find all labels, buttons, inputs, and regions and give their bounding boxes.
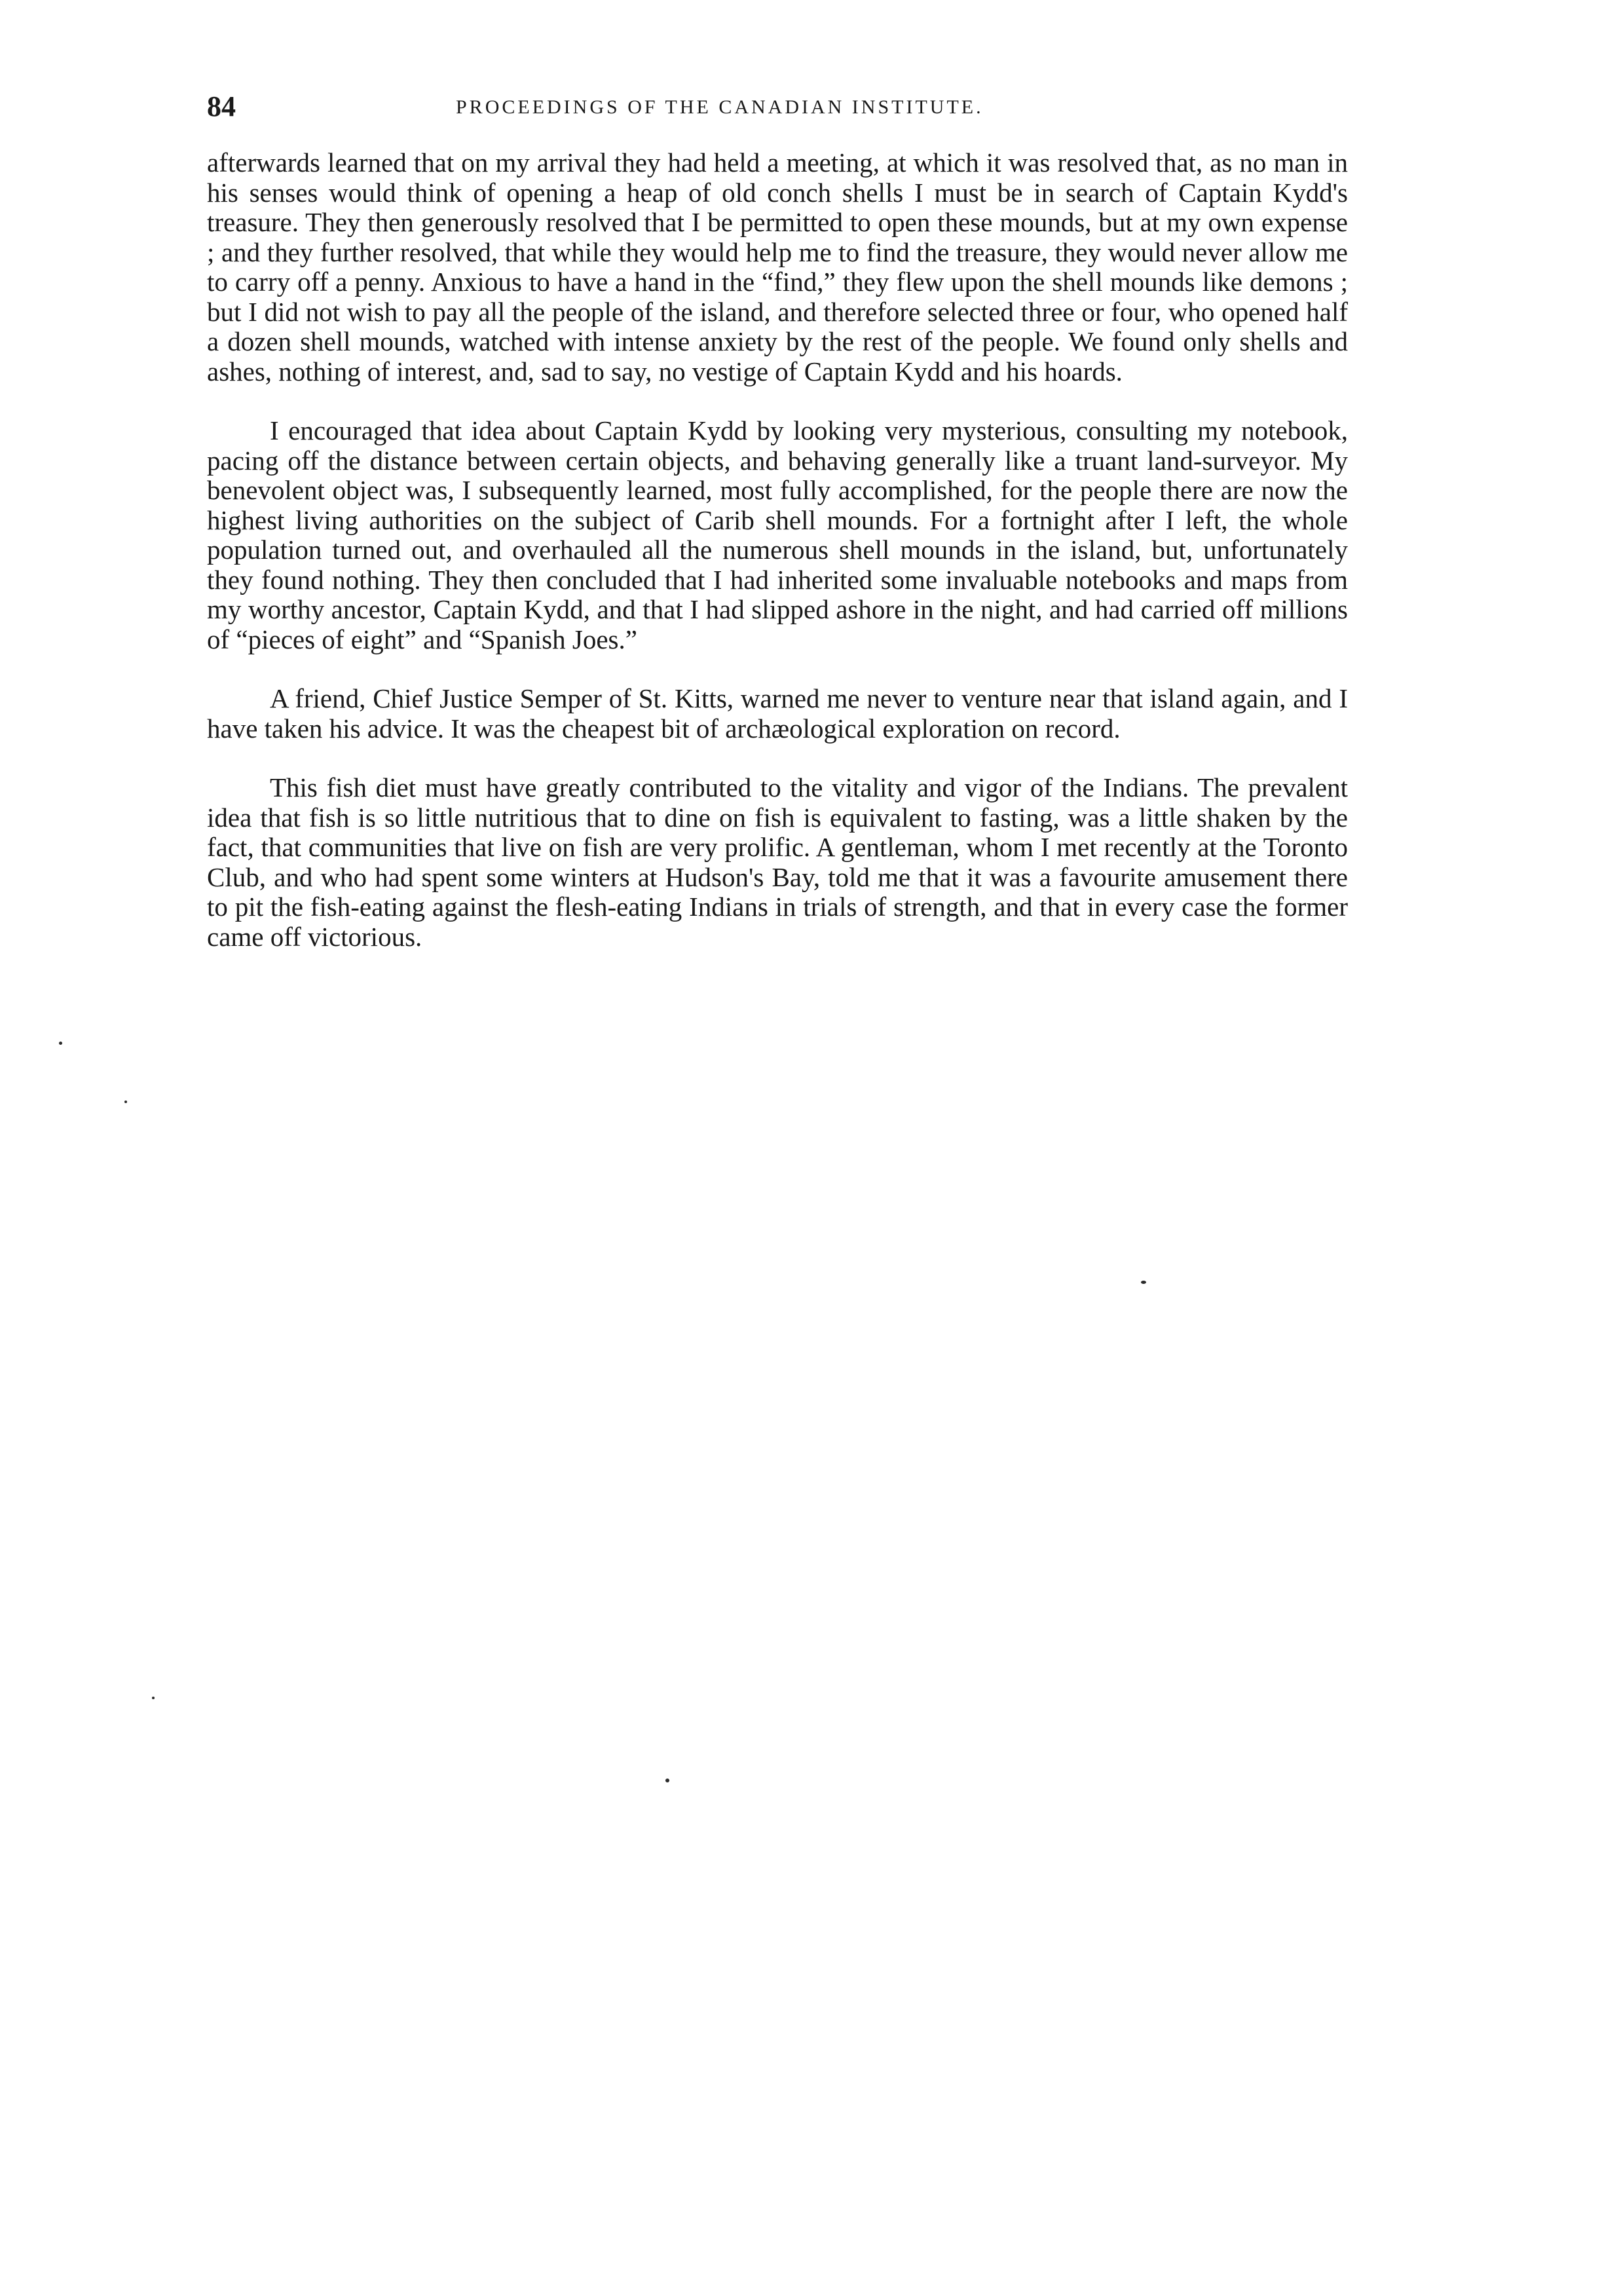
page-number: 84 <box>207 90 236 122</box>
scan-speck <box>665 1778 669 1782</box>
paragraph-1: afterwards learned that on my arrival they had held a meeting, at which it was resolved that, as no man in his senses would think of opening a heap of old conch shells I must be in search of Captain Kydd's treasure. They then generously resolved that I be permitted to open these mounds, but at my own expense ; and they further resolved, that while they would help me to find the treasure, they would never allow me to carry off a penny. Anxious to have a hand in the “find,” they flew upon the shell mounds like demons ; but I did not wish to pay all the people of the island, and therefore selected three or four, who opened half a dozen shell mounds, watched with intense anxiety by the rest of the people. We found only shells and ashes, nothing of interest, and, sad to say, no vestige of Captain Kydd and his hoards. <box>207 147 1348 386</box>
scan-speck <box>152 1697 155 1699</box>
paragraph-2: I encouraged that idea about Captain Kydd by looking very mysterious, consulting my notebook, pacing off the distance between certain objects, and behaving generally like a truant land-surveyor. My benevolent object was, I subsequently learned, most fully accomplished, for the people there are now the highest living authorities on the subject of Carib shell mounds. For a fortnight after I left, the whole population turned out, and overhauled all the numerous shell mounds in the island, but, unfortunately they found nothing. They then concluded that I had inherited some invaluable notebooks and maps from my worthy ancestor, Captain Kydd, and that I had slipped ashore in the night, and had carried off millions of “pieces of eight” and “Spanish Joes.” <box>207 415 1348 654</box>
paragraph-3: A friend, Chief Justice Semper of St. Kitts, warned me never to venture near that island again, and I have taken his advice. It was the cheapest bit of archæological exploration on record. <box>207 683 1348 743</box>
journal-title: PROCEEDINGS OF THE CANADIAN INSTITUTE. <box>456 96 984 118</box>
scan-speck <box>124 1101 127 1103</box>
scan-speck <box>1141 1281 1146 1284</box>
paragraph-4: This fish diet must have greatly contributed to the vitality and vigor of the Indians. The prevalent idea that fish is so little nutritious that to dine on fish is equivalent to fasting, was a little shaken by the fact, that communities that live on fish are very prolific. A gentleman, whom I met recently at the Toronto Club, and who had spent some winters at Hudson's Bay, told me that it was a favourite amusement there to pit the fish-eating against the flesh-eating Indians in trials of strength, and that in every case the former came off victorious. <box>207 772 1348 952</box>
scan-speck <box>59 1042 62 1045</box>
running-head <box>207 90 1348 123</box>
body-text <box>207 148 1348 981</box>
